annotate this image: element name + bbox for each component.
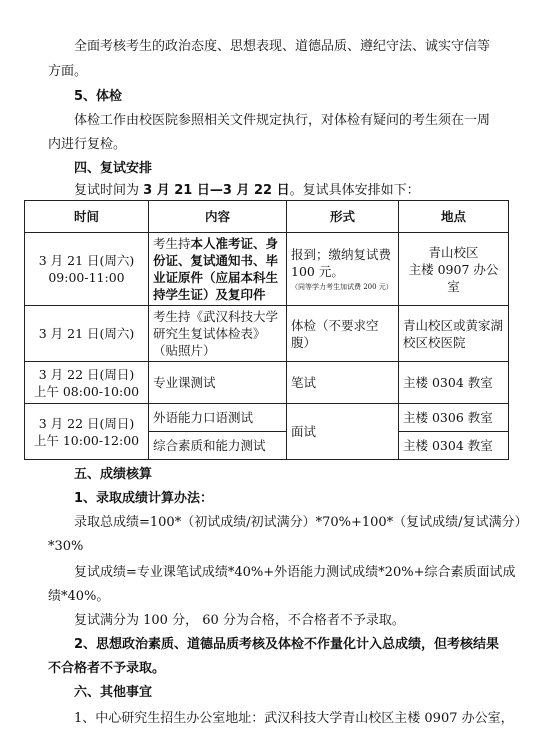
content-cell: 专业课测试 — [149, 362, 287, 404]
content-cell: 考生持《武汉科技大学研究生复试体检表》（贴照片） — [149, 306, 287, 362]
form-note: （同等学力考生加试费 200 元） — [291, 283, 393, 291]
place-text: 青山校区 — [428, 244, 479, 260]
table-header-row — [25, 201, 509, 233]
form-cell: 笔试 — [287, 362, 399, 404]
schedule-table — [24, 200, 509, 460]
section-heading: 六、其他事宜 — [74, 685, 153, 700]
table-row — [25, 233, 509, 306]
place-cell: 主楼 0306 教室 — [399, 404, 509, 432]
time-cell — [25, 233, 149, 306]
formula-line: 复试成绩=专业课笔试成绩*40%+外语能力测试成绩*20%+综合素质面试成 — [74, 565, 516, 580]
paragraph-line: 复试满分为 100 分， 60 分为合格，不合格者不予录取。 — [74, 613, 405, 628]
time-cell — [25, 362, 149, 404]
time-date: 3 月 22 日(周日) — [38, 415, 135, 431]
paragraph-line: 全面考核考生的政治态度、思想表现、道德品质、遵纪守法、诚实守信等 — [74, 39, 491, 54]
time-date: 3 月 21 日(周六) — [38, 253, 135, 268]
date-range: 3 月 21 日—3 月 22 日 — [143, 183, 290, 198]
time-range: 上午 10:00-12:00 — [33, 432, 140, 448]
time-cell: 3 月 21 日(周六) — [25, 306, 149, 362]
form-cell: 体检（不要求空腹） — [287, 306, 399, 362]
time-date: 3 月 22 日(周日) — [38, 366, 135, 382]
content-cell — [149, 233, 287, 306]
content-bold-text: 本人准考证、身份证、复试通知书、毕业证原件（应届本科生持学生证）及复印件 — [153, 236, 279, 302]
column-header: 形式 — [287, 201, 399, 233]
table-row — [25, 306, 509, 362]
content-cell: 外语能力口语测试 — [149, 404, 287, 432]
column-header: 地点 — [399, 201, 509, 233]
content-cell: 综合素质和能力测试 — [149, 432, 287, 460]
form-text: 报到；缴纳复试费 100 元。 — [291, 247, 392, 279]
column-header: 内容 — [149, 201, 287, 233]
place-text: 主楼 0907 办公室 — [408, 261, 499, 294]
section-heading: 5、体检 — [74, 89, 123, 104]
text-span: 复试时间为 — [74, 183, 144, 198]
bold-paragraph-line: 2、思想政治素质、道德品质考核及体检不作量化计入总成绩，但考核结果 — [74, 637, 500, 652]
subsection-heading: 1、录取成绩计算办法： — [74, 491, 214, 506]
paragraph-line — [74, 182, 420, 200]
form-cell: 面试 — [287, 404, 399, 460]
text-span: 。复试具体安排如下： — [289, 183, 420, 198]
place-cell — [399, 233, 509, 306]
paragraph-line: 1、中心研究生招生办公室地址：武汉科技大学青山校区主楼 0907 办公室， — [74, 711, 514, 726]
column-header: 时间 — [25, 201, 149, 233]
time-range: 上午 08:00-10:00 — [33, 383, 140, 399]
bold-paragraph-line: 不合格者不予录取。 — [48, 661, 166, 676]
table-row — [25, 404, 509, 432]
place-cell: 主楼 0304 教室 — [399, 362, 509, 404]
place-cell: 主楼 0304 教室 — [399, 432, 509, 460]
section-heading: 五、成绩核算 — [74, 467, 153, 482]
form-cell — [287, 233, 399, 306]
formula-line: 录取总成绩=100*（初试成绩/初试满分）*70%+100*（复试成绩/复试满分） — [74, 515, 528, 530]
paragraph-line: 内进行复检。 — [48, 137, 127, 152]
formula-line: *30% — [48, 539, 84, 554]
paragraph-line: 体检工作由校医院参照相关文件规定执行，对体检有疑问的考生须在一周 — [74, 113, 491, 128]
time-range: 09:00-11:00 — [48, 270, 125, 285]
section-heading: 四、复试安排 — [74, 161, 153, 176]
paragraph-line: 方面。 — [48, 64, 88, 79]
time-cell — [25, 404, 149, 460]
table-row — [25, 362, 509, 404]
place-cell: 青山校区或黄家湖校区校医院 — [399, 306, 509, 362]
content-text: 考生持 — [153, 236, 191, 251]
formula-line: 绩*40%。 — [48, 589, 110, 604]
